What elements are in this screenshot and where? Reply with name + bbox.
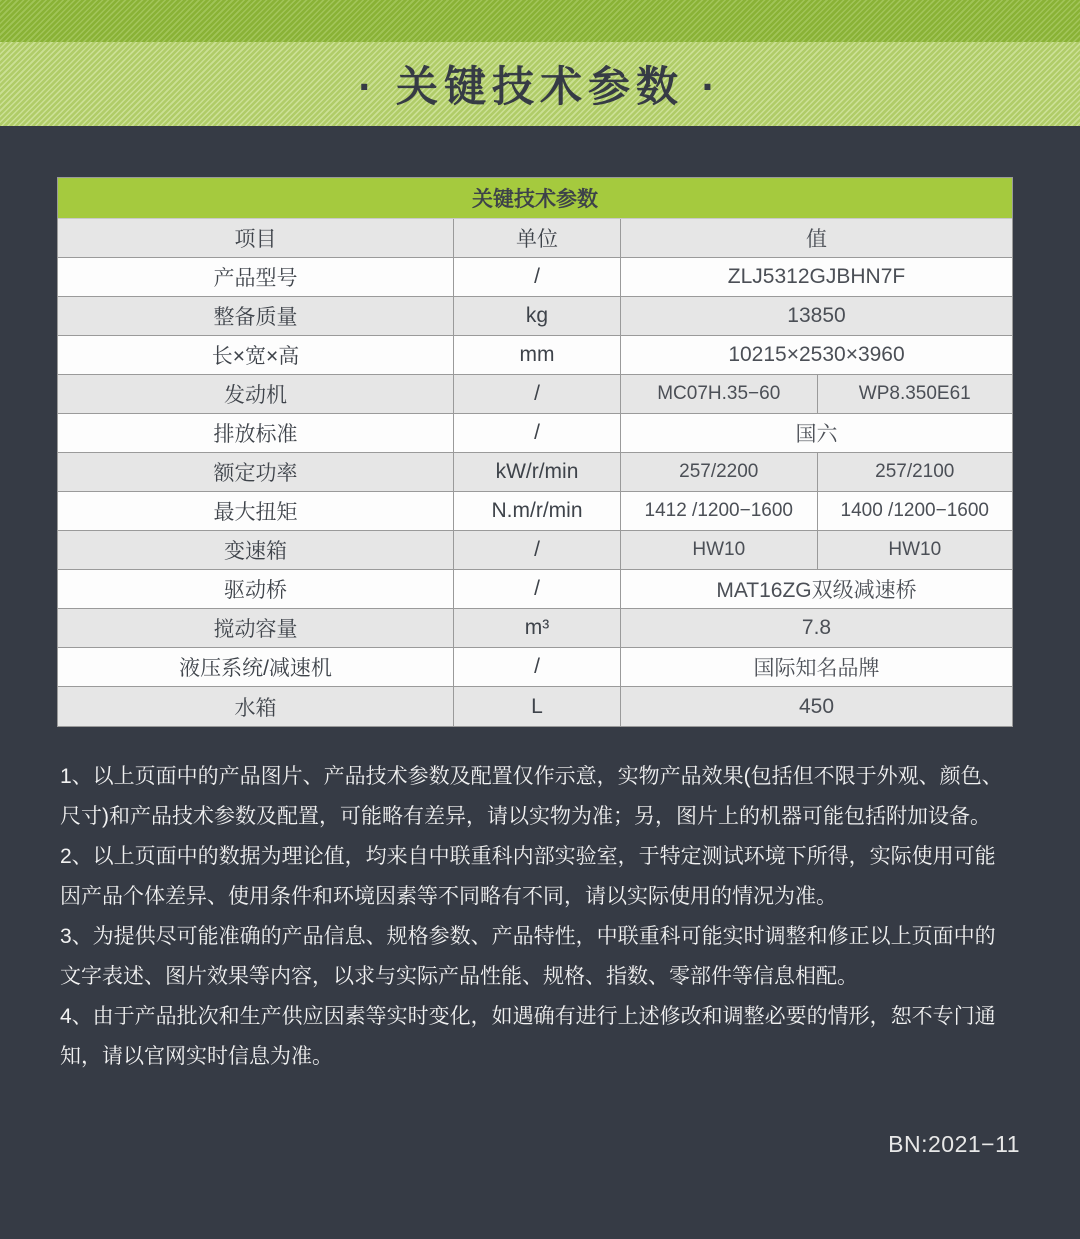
- column-header-unit: 单位: [454, 219, 621, 257]
- row-item-label: 产品型号: [58, 258, 454, 296]
- row-unit: mm: [454, 336, 621, 374]
- page-title: · 关键技术参数 ·: [358, 63, 722, 110]
- row-item-label: 最大扭矩: [58, 492, 454, 530]
- row-value: 国六: [795, 423, 838, 446]
- row-value: 13850: [787, 304, 846, 327]
- note-line-2: 尺寸)和产品技术参数及配置，可能略有差异，请以实物为准；另，图片上的机器可能包括附加设备。: [60, 805, 991, 828]
- disclaimer-notes: [60, 757, 1018, 1077]
- row-item-label: 水箱: [58, 687, 454, 726]
- note-line-8: 知，请以官网实时信息为准。: [60, 1045, 333, 1068]
- note-line-5: 3、为提供尽可能准确的产品信息、规格参数、产品特性，中联重科可能实时调整和修正以上页面中的: [60, 925, 996, 948]
- row-item-label: 液压系统/减速机: [58, 648, 454, 686]
- row-unit: kW/r/min: [454, 453, 621, 491]
- row-value-left: HW10: [692, 539, 746, 560]
- row-item-label: 整备质量: [58, 297, 454, 335]
- table-row-hydraulic-system: [58, 648, 1012, 687]
- row-value: 450: [798, 694, 835, 718]
- row-item-label: 排放标准: [58, 414, 454, 452]
- row-item-label: 长×宽×高: [58, 336, 454, 374]
- note-line-7: 4、由于产品批次和生产供应因素等实时变化，如遇确有进行上述修改和调整必要的情形，恕不专门通: [60, 1005, 996, 1028]
- table-row-max-torque: [58, 492, 1012, 531]
- row-value-right: 257/2100: [817, 453, 1013, 491]
- row-value-right: 1400 /1200−1600: [817, 492, 1013, 530]
- row-item-label: 额定功率: [58, 453, 454, 491]
- row-item-label: 驱动桥: [58, 570, 454, 608]
- row-unit: L: [454, 687, 621, 726]
- note-line-3: 2、以上页面中的数据为理论值，均来自中联重科内部实验室，于特定测试环境下所得，实际使用可能: [60, 845, 996, 868]
- row-value-right: HW10: [817, 531, 1013, 569]
- row-value-left: MC07H.35−60: [657, 383, 781, 404]
- note-line-4: 因产品个体差异、使用条件和环境因素等不同略有不同，请以实际使用的情况为准。: [60, 885, 837, 908]
- note-line-6: 文字表述、图片效果等内容，以求与实际产品性能、规格、指数、零部件等信息相配。: [60, 965, 858, 988]
- row-value-split: [621, 453, 1012, 491]
- table-row-rated-power: [58, 453, 1012, 492]
- row-unit: m³: [454, 609, 621, 647]
- column-header-item: 项目: [58, 219, 454, 257]
- row-unit: /: [454, 570, 621, 608]
- row-value-split: [621, 492, 1012, 530]
- row-unit: /: [454, 258, 621, 296]
- row-value-left: 257/2200: [679, 461, 759, 482]
- table-row-drive-axle: [58, 570, 1012, 609]
- row-value: ZLJ5312GJBHN7F: [727, 265, 906, 288]
- column-header-value: 值: [806, 228, 827, 251]
- row-value: 7.8: [801, 616, 832, 639]
- row-value-split: [621, 531, 1012, 569]
- table-row-product-model: [58, 258, 1012, 297]
- table-row-dimensions: [58, 336, 1012, 375]
- banner: [0, 0, 1080, 126]
- row-unit: kg: [454, 297, 621, 335]
- row-unit: /: [454, 375, 621, 413]
- banner-title-bar: [0, 42, 1080, 126]
- table-row-curb-weight: [58, 297, 1012, 336]
- table-row-mixing-capacity: [58, 609, 1012, 648]
- table-row-emission-standard: [58, 414, 1012, 453]
- row-value: 国际知名品牌: [753, 657, 880, 680]
- spec-table-title: 关键技术参数: [58, 178, 1012, 219]
- table-row-water-tank: [58, 687, 1012, 726]
- table-row-engine: [58, 375, 1012, 414]
- row-value-split: [621, 375, 1012, 413]
- row-unit: N.m/r/min: [454, 492, 621, 530]
- banner-top-stripe: [0, 0, 1080, 42]
- row-value: 10215×2530×3960: [728, 343, 905, 366]
- row-value: MAT16ZG双级减速桥: [716, 579, 917, 602]
- row-value-right: WP8.350E61: [817, 375, 1013, 413]
- row-item-label: 变速箱: [58, 531, 454, 569]
- row-unit: /: [454, 531, 621, 569]
- table-row-gearbox: [58, 531, 1012, 570]
- spec-table: [57, 177, 1013, 727]
- version-code: BN:2021−11: [888, 1131, 1020, 1157]
- row-unit: /: [454, 414, 621, 452]
- row-item-label: 搅动容量: [58, 609, 454, 647]
- row-item-label: 发动机: [58, 375, 454, 413]
- table-header-row: [58, 219, 1012, 258]
- note-line-1: 1、以上页面中的产品图片、产品技术参数及配置仅作示意，实物产品效果(包括但不限于外观、颜色、: [60, 765, 1003, 788]
- row-value-left: 1412 /1200−1600: [644, 500, 793, 521]
- row-unit: /: [454, 648, 621, 686]
